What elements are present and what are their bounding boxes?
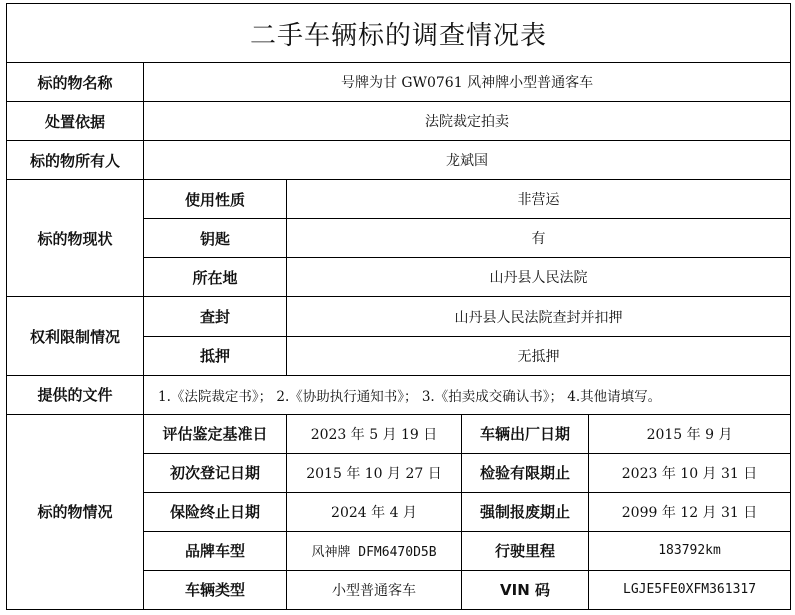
key-value: 有 [287, 219, 791, 258]
first-registration-value: 2015 年 10 月 27 日 [287, 453, 462, 492]
first-registration-label: 初次登记日期 [144, 453, 287, 492]
disposal-basis-label: 处置依据 [7, 102, 144, 141]
insurance-end-value: 2024 年 4 月 [287, 492, 462, 531]
appraisal-date-value: 2023 年 5 月 19 日 [287, 414, 462, 453]
owner-value: 龙斌国 [144, 141, 791, 180]
brand-model-value: 风神牌 DFM6470D5B [287, 531, 462, 570]
vehicle-details-label: 标的物情况 [7, 414, 144, 609]
brand-model-label: 品牌车型 [144, 531, 287, 570]
mortgage-label: 抵押 [144, 336, 287, 375]
vehicle-type-value: 小型普通客车 [287, 570, 462, 609]
table-row [7, 375, 791, 414]
mortgage-value: 无抵押 [287, 336, 791, 375]
scrap-date-value: 2099 年 12 月 31 日 [589, 492, 791, 531]
survey-table [6, 3, 791, 610]
vin-label: VIN 码 [462, 570, 589, 609]
vehicle-survey-table [6, 3, 790, 610]
owner-label: 标的物所有人 [7, 141, 144, 180]
seizure-value: 山丹县人民法院查封并扣押 [287, 297, 791, 336]
mileage-value: 183792km [589, 531, 791, 570]
table-row [7, 414, 791, 453]
current-status-label: 标的物现状 [7, 180, 144, 297]
insurance-end-label: 保险终止日期 [144, 492, 287, 531]
table-row [7, 180, 791, 219]
table-row [7, 297, 791, 336]
vehicle-type-label: 车辆类型 [144, 570, 287, 609]
vin-value: LGJE5FE0XFM361317 [589, 570, 791, 609]
usage-label: 使用性质 [144, 180, 287, 219]
documents-label: 提供的文件 [7, 375, 144, 414]
subject-name-value: 号牌为甘 GW0761 风神牌小型普通客车 [144, 63, 791, 102]
location-value: 山丹县人民法院 [287, 258, 791, 297]
seizure-label: 查封 [144, 297, 287, 336]
usage-value: 非营运 [287, 180, 791, 219]
page-title: 二手车辆标的调查情况表 [7, 4, 791, 63]
inspection-expiry-value: 2023 年 10 月 31 日 [589, 453, 791, 492]
table-row [7, 141, 791, 180]
location-label: 所在地 [144, 258, 287, 297]
scrap-date-label: 强制报废期止 [462, 492, 589, 531]
documents-value: 1.《法院裁定书》； 2.《协助执行通知书》； 3.《拍卖成交确认书》； 4.其他请填写。 [144, 375, 791, 414]
table-row [7, 102, 791, 141]
disposal-basis-value: 法院裁定拍卖 [144, 102, 791, 141]
table-row [7, 63, 791, 102]
factory-date-value: 2015 年 9 月 [589, 414, 791, 453]
appraisal-date-label: 评估鉴定基准日 [144, 414, 287, 453]
key-label: 钥匙 [144, 219, 287, 258]
subject-name-label: 标的物名称 [7, 63, 144, 102]
factory-date-label: 车辆出厂日期 [462, 414, 589, 453]
inspection-expiry-label: 检验有限期止 [462, 453, 589, 492]
mileage-label: 行驶里程 [462, 531, 589, 570]
rights-restriction-label: 权利限制情况 [7, 297, 144, 375]
